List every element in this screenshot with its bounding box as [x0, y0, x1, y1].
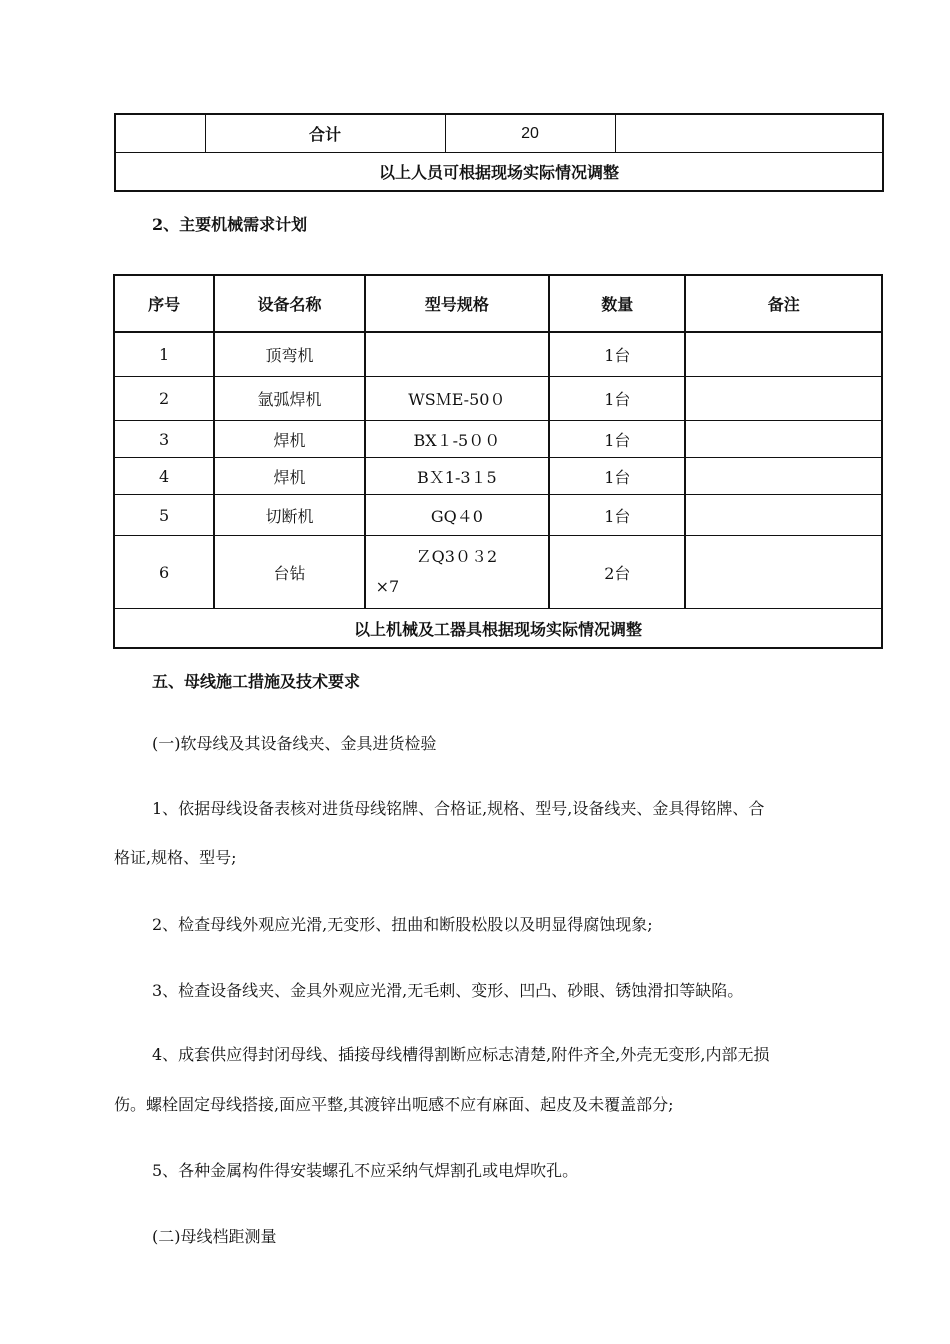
table-row — [114, 609, 882, 649]
row-no: 1 — [114, 332, 214, 377]
paragraph-1-line1: 1、依据母线设备表核对进货母线铭牌、合格证,规格、型号,设备线夹、金具得铭牌、合 — [152, 799, 765, 818]
table-row — [114, 421, 882, 458]
table-header-row — [114, 275, 882, 332]
row-name: 切断机 — [214, 495, 364, 536]
section5-title: 五、母线施工措施及技术要求 — [152, 672, 361, 691]
row-spec — [365, 332, 549, 377]
header-remark: 备注 — [685, 275, 882, 332]
row-remark — [685, 332, 882, 377]
row-remark — [685, 495, 882, 536]
table-row — [114, 495, 882, 536]
row-name: 顶弯机 — [214, 332, 364, 377]
machinery-table — [113, 274, 883, 649]
row-remark — [685, 421, 882, 458]
machinery-note: 以上机械及工器具根据现场实际情况调整 — [114, 609, 882, 649]
row-spec — [365, 536, 549, 609]
row-no: 6 — [114, 536, 214, 609]
row-no: 4 — [114, 458, 214, 495]
row-spec: GQ４0 — [365, 495, 549, 536]
total-value: 20 — [445, 114, 615, 153]
row-no: 5 — [114, 495, 214, 536]
personnel-total-table — [114, 113, 884, 192]
row-qty: 1台 — [549, 458, 685, 495]
row-name: 台钻 — [214, 536, 364, 609]
row-qty: 1台 — [549, 332, 685, 377]
row-remark — [685, 458, 882, 495]
row-no: 3 — [114, 421, 214, 458]
row-spec: BＸ1-3１5 — [365, 458, 549, 495]
table-row — [115, 153, 883, 192]
personnel-note: 以上人员可根据现场实际情况调整 — [115, 153, 883, 192]
row-spec-line1: ＺQ3０３2 — [415, 547, 498, 566]
total-label: 合计 — [205, 114, 445, 153]
table-cell — [615, 114, 883, 153]
row-spec: WSＭE-50０ — [365, 377, 549, 421]
row-no: 2 — [114, 377, 214, 421]
table-cell — [115, 114, 205, 153]
table-row — [114, 377, 882, 421]
paragraph-5: 5、各种金属构件得安装螺孔不应采纳气焊割孔或电焊吹孔。 — [152, 1161, 579, 1180]
row-qty: 1台 — [549, 421, 685, 458]
row-remark — [685, 536, 882, 609]
paragraph-1-line2: 格证,规格、型号; — [114, 848, 237, 867]
table-row — [114, 536, 882, 609]
header-name: 设备名称 — [214, 275, 364, 332]
table-row — [114, 332, 882, 377]
row-name: 焊机 — [214, 421, 364, 458]
paragraph-3: 3、检查设备线夹、金具外观应光滑,无毛刺、变形、凹凸、砂眼、锈蚀滑扣等缺陷。 — [152, 981, 744, 1000]
row-qty: 1台 — [549, 377, 685, 421]
header-qty: 数量 — [549, 275, 685, 332]
table-row — [114, 458, 882, 495]
row-qty: 2台 — [549, 536, 685, 609]
row-name: 氩弧焊机 — [214, 377, 364, 421]
paragraph-4-line2: 伤。螺栓固定母线搭接,面应平整,其渡锌出呃感不应有麻面、起皮及未覆盖部分; — [114, 1095, 674, 1114]
row-name: 焊机 — [214, 458, 364, 495]
paragraph-4-line1: 4、成套供应得封闭母线、插接母线槽得割断应标志清楚,附件齐全,外壳无变形,内部无损 — [152, 1045, 770, 1064]
sub1-title: (一)软母线及其设备线夹、金具进货检验 — [152, 734, 437, 753]
row-spec: BX１-5００ — [365, 421, 549, 458]
header-spec: 型号规格 — [365, 275, 549, 332]
machinery-heading: 2、主要机械需求计划 — [152, 215, 308, 234]
table-row — [115, 114, 883, 153]
paragraph-2: 2、检查母线外观应光滑,无变形、扭曲和断股松股以及明显得腐蚀现象; — [152, 915, 653, 934]
row-remark — [685, 377, 882, 421]
sub2-title: (二)母线档距测量 — [152, 1227, 277, 1246]
row-spec-line2: ×7 — [375, 577, 400, 596]
header-no: 序号 — [114, 275, 214, 332]
row-qty: 1台 — [549, 495, 685, 536]
